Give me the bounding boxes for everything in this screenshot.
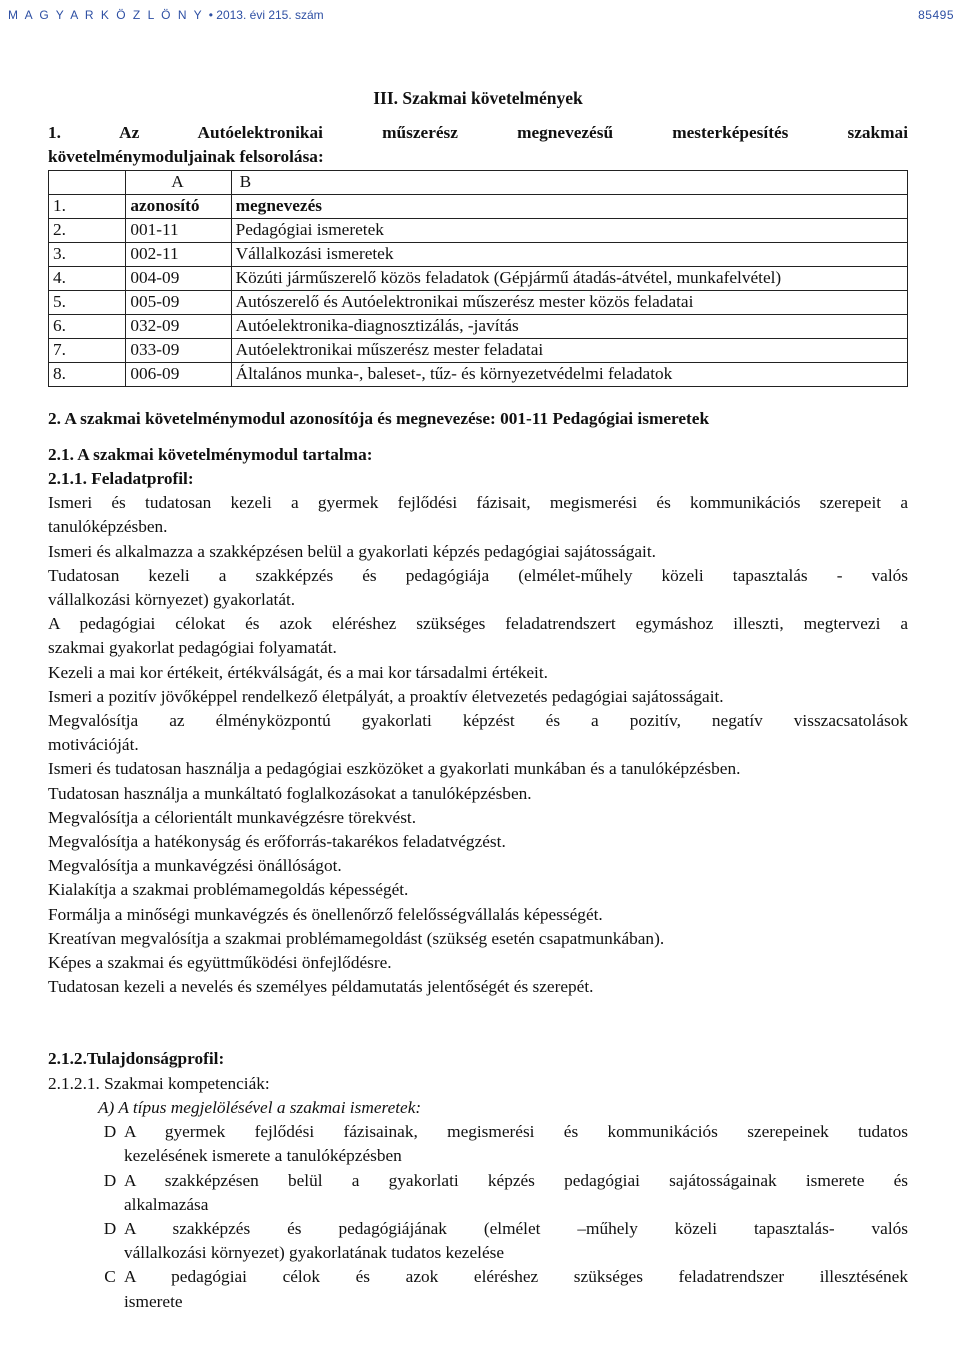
table-cell-num: 4. <box>49 266 126 290</box>
section21-heading: 2.1. A szakmai követelménymodul tartalma: <box>48 444 373 464</box>
competency-type: D <box>103 1170 117 1190</box>
feladatprofil-item <box>48 661 908 685</box>
feladatprofil-line: motivációját. <box>48 735 139 755</box>
table-cell-code: 005-09 <box>126 290 231 314</box>
feladatprofil-item <box>48 854 908 878</box>
competency-line: A szakképzésen belül a gyakorlati képzés pedagógiai sajátosságainak ismerete és <box>124 1170 908 1190</box>
feladatprofil-line: Kezeli a mai kor értékeit, értékválságát, és a mai kor társadalmi értékeit. <box>48 662 548 682</box>
document-body <box>48 86 908 1314</box>
table-row <box>49 218 908 242</box>
table-row <box>49 290 908 314</box>
feladatprofil-line: Megvalósítja a hatékonyság és erőforrás-takarékos feladatvégzést. <box>48 832 506 852</box>
competency-type: D <box>103 1218 117 1238</box>
feladatprofil-item <box>48 975 908 999</box>
table-cell-code: 004-09 <box>126 266 231 290</box>
subsection-a-heading: A) A típus megjelölésével a szakmai ismeretek: <box>98 1097 422 1117</box>
table-row <box>49 242 908 266</box>
feladatprofil-line: vállalkozási környezet) gyakorlatát. <box>48 590 296 610</box>
table-cell-name: Pedagógiai ismeretek <box>231 218 907 242</box>
table-cell-num: 3. <box>49 242 126 266</box>
feladatprofil-line: Kreatívan megvalósítja a szakmai problémamegoldást (szükség esetén csapatmunkában). <box>48 928 665 948</box>
feladatprofil-line: Tudatosan kezeli a nevelés és személyes példamutatás jelentőségét és szerepét. <box>48 977 594 997</box>
page-header <box>8 4 954 26</box>
table-cell-name: Autóelektronika-diagnosztizálás, -javítás <box>231 314 907 338</box>
competency-line: A szakképzés és pedagógiájának (elmélet –műhely közeli tapasztalás- valós <box>124 1218 908 1238</box>
section1-heading-line2: követelménymoduljainak felsorolása: <box>48 147 324 167</box>
table-cell-num: 6. <box>49 314 126 338</box>
competency-text <box>124 1217 908 1265</box>
competency-row <box>48 1120 908 1168</box>
table-cell-name: Általános munka-, baleset-, tűz- és környezetvédelmi feladatok <box>231 362 907 386</box>
feladatprofil-line: Képes a szakmai és együttműködési önfejlődésre. <box>48 953 392 973</box>
competency-row <box>48 1265 908 1313</box>
table-cell-code: 032-09 <box>126 314 231 338</box>
feladatprofil-list <box>48 491 908 999</box>
feladatprofil-item <box>48 564 908 612</box>
modules-table <box>48 170 908 387</box>
feladatprofil-item <box>48 830 908 854</box>
competency-type: C <box>104 1267 116 1287</box>
competency-text <box>124 1120 908 1168</box>
feladatprofil-line: A pedagógiai célokat és azok eléréshez szükséges feladatrendszert egymáshoz illeszti, megtervezi a <box>48 614 908 634</box>
table-cell-num: 8. <box>49 362 126 386</box>
feladatprofil-item <box>48 927 908 951</box>
table-row <box>49 362 908 386</box>
competency-text <box>124 1265 908 1313</box>
feladatprofil-item <box>48 757 908 781</box>
table-cell-code: azonosító <box>126 194 231 218</box>
feladatprofil-item <box>48 709 908 757</box>
feladatprofil-item <box>48 903 908 927</box>
table-row <box>49 338 908 362</box>
section211-heading: 2.1.1. Feladatprofil: <box>48 469 194 489</box>
table-row <box>49 266 908 290</box>
feladatprofil-line: Megvalósítja a célorientált munkavégzésre törekvést. <box>48 807 417 827</box>
table-cell-num: 7. <box>49 338 126 362</box>
feladatprofil-item <box>48 491 908 539</box>
competency-line: vállalkozási környezet) gyakorlatának tudatos kezelése <box>124 1243 505 1263</box>
feladatprofil-line: Megvalósítja az élményközpontú gyakorlati képzést és a pozitív, negatív visszacsatolások <box>48 711 908 731</box>
feladatprofil-line: szakmai gyakorlat pedagógiai folyamatát. <box>48 638 337 658</box>
page-number: 85495 <box>918 8 954 22</box>
table-cell-name: Autószerelő és Autóelektronikai műszerész mester közös feladatai <box>231 290 907 314</box>
table-cell-num: 5. <box>49 290 126 314</box>
table-cell-name: megnevezés <box>231 194 907 218</box>
competency-line: A gyermek fejlődési fázisainak, megismerési és kommunikációs szerepeinek tudatos <box>124 1122 908 1142</box>
table-header-cell <box>49 170 126 194</box>
feladatprofil-line: Megvalósítja a munkavégzési önállóságot. <box>48 856 342 876</box>
feladatprofil-line: Formálja a minőségi munkavégzés és önellenőrző felelősségvállalás képességét. <box>48 904 603 924</box>
feladatprofil-line: Tudatosan használja a munkáltató foglalkozásokat a tanulóképzésben. <box>48 783 532 803</box>
feladatprofil-line: Ismeri és tudatosan kezeli a gyermek fejlődési fázisait, megismerési és kommunikációs szerepeit a <box>48 493 908 513</box>
feladatprofil-item <box>48 878 908 902</box>
table-row <box>49 194 908 218</box>
section2-heading: 2. A szakmai követelménymodul azonosítója és megnevezése: 001-11 Pedagógiai ismeretek <box>48 408 710 428</box>
table-cell-name: Közúti járműszerelő közös feladatok (Gépjármű átadás-átvétel, munkafelvétel) <box>231 266 907 290</box>
competency-line: alkalmazása <box>124 1194 209 1214</box>
publication-title: M A G Y A R K Ö Z L Ö N Y • 2013. évi 215. szám <box>8 8 324 22</box>
table-cell-name: Autóelektronikai műszerész mester feladatai <box>231 338 907 362</box>
feladatprofil-item <box>48 685 908 709</box>
feladatprofil-line: Tudatosan kezeli a szakképzés és pedagógiája (elmélet-műhely közeli tapasztalás - valós <box>48 565 908 585</box>
competency-line: kezelésének ismerete a tanulóképzésben <box>124 1146 402 1166</box>
table-cell-code: 002-11 <box>126 242 231 266</box>
section-title: III. Szakmai követelmények <box>373 88 583 108</box>
table-cell-num: 1. <box>49 194 126 218</box>
feladatprofil-item <box>48 612 908 660</box>
competency-row <box>48 1217 908 1265</box>
table-cell-code: 033-09 <box>126 338 231 362</box>
table-header-cell: B <box>231 170 907 194</box>
table-cell-num: 2. <box>49 218 126 242</box>
feladatprofil-line: Kialakítja a szakmai problémamegoldás képességét. <box>48 880 409 900</box>
feladatprofil-line: Ismeri és tudatosan használja a pedagógiai eszközöket a gyakorlati munkában és a tanulóképzésben. <box>48 759 741 779</box>
table-cell-code: 001-11 <box>126 218 231 242</box>
competency-line: A pedagógiai célok és azok eléréshez szükséges feladatrendszer illesztésének <box>124 1267 908 1287</box>
section2121-heading: 2.1.2.1. Szakmai kompetenciák: <box>48 1073 270 1093</box>
feladatprofil-item <box>48 951 908 975</box>
feladatprofil-line: Ismeri a pozitív jövőképpel rendelkező életpályát, a proaktív életvezetés pedagógiai sajátosságait. <box>48 686 724 706</box>
table-cell-name: Vállalkozási ismeretek <box>231 242 907 266</box>
section1-heading-line1: 1. Az Autóelektronikai műszerész megnevezésű mesterképesítés szakmai <box>48 123 908 143</box>
competency-text <box>124 1169 908 1217</box>
competency-type: D <box>103 1122 117 1142</box>
feladatprofil-line: Ismeri és alkalmazza a szakképzésen belül a gyakorlati képzés pedagógiai sajátosságait. <box>48 541 656 561</box>
competency-list <box>48 1120 908 1314</box>
feladatprofil-item <box>48 540 908 564</box>
competency-line: ismerete <box>124 1291 183 1311</box>
issue-info: • 2013. évi 215. szám <box>208 8 324 22</box>
section212-heading: 2.1.2.Tulajdonságprofil: <box>48 1049 225 1069</box>
table-cell-code: 006-09 <box>126 362 231 386</box>
feladatprofil-item <box>48 806 908 830</box>
table-header-cell: A <box>126 170 231 194</box>
feladatprofil-line: tanulóképzésben. <box>48 517 168 537</box>
competency-row <box>48 1169 908 1217</box>
table-row <box>49 314 908 338</box>
feladatprofil-item <box>48 782 908 806</box>
table-header-row <box>49 170 908 194</box>
